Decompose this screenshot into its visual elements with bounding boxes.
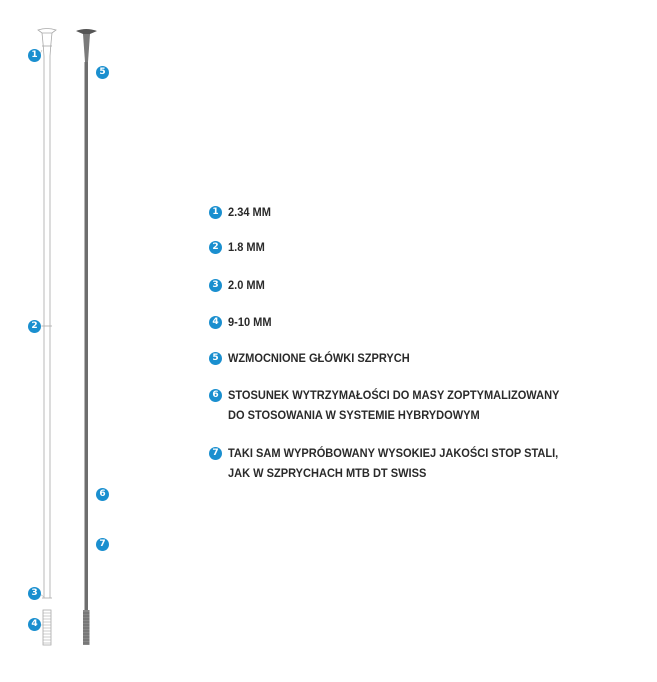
spec-7-badge: 7 [209, 447, 222, 460]
spec-6-badge: 6 [209, 389, 222, 402]
callout-3-badge: 3 [28, 587, 41, 600]
spec-5-line-1: WZMOCNIONE GŁÓWKI SZPRYCH [228, 351, 410, 365]
spec-2-badge: 2 [209, 241, 222, 254]
spec-1-line-1: 2.34 MM [228, 205, 271, 219]
spec-item-2 [209, 240, 268, 257]
spec-6-text [228, 385, 559, 425]
spec-4-text [228, 312, 272, 332]
spec-item-4 [209, 315, 275, 332]
spoke-outline-neck [42, 33, 52, 56]
spec-7-line-2: JAK W SZPRYCHACH MTB DT SWISS [228, 466, 427, 480]
spec-4-badge: 4 [209, 316, 222, 329]
spec-6-line-2: DO STOSOWANIA W SYSTEMIE HYBRYDOWYM [228, 408, 480, 422]
spec-item-6 [209, 388, 588, 425]
spec-item-5 [209, 351, 426, 368]
spec-7-text [228, 443, 558, 483]
spec-2-text [228, 237, 265, 257]
spoke-outline-head [38, 29, 56, 34]
callout-6-badge: 6 [96, 488, 109, 501]
spec-1-badge: 1 [209, 206, 222, 219]
spec-6-line-1: STOSUNEK WYTRZYMAŁOŚCI DO MASY ZOPTYMALIZOWANY [228, 388, 560, 402]
spec-3-text [228, 275, 265, 295]
callout-leaders [39, 50, 44, 625]
spoke-outline [38, 29, 56, 646]
callout-4-badge: 4 [28, 618, 41, 631]
spec-2-line-1: 1.8 MM [228, 240, 265, 254]
spec-4-line-1: 9-10 MM [228, 315, 272, 329]
spec-3-badge: 3 [209, 279, 222, 292]
spec-item-7 [209, 446, 587, 483]
spoke-solid-head [76, 29, 97, 34]
spec-5-badge: 5 [209, 352, 222, 365]
spec-3-line-1: 2.0 MM [228, 278, 265, 292]
callout-7-badge: 7 [96, 538, 109, 551]
spoke-solid [76, 29, 97, 645]
callout-5-badge: 5 [96, 66, 109, 79]
callout-2-badge: 2 [28, 320, 41, 333]
spec-5-text [228, 348, 410, 368]
callout-1-badge: 1 [28, 49, 41, 62]
spoke-outline-thread-lines [43, 613, 51, 643]
spec-item-1 [209, 205, 275, 222]
spec-1-text [228, 202, 271, 222]
spec-item-3 [209, 278, 268, 295]
spec-7-line-1: TAKI SAM WYPRÓBOWANY WYSOKIEJ JAKOŚCI STOP STALI, [228, 446, 559, 460]
spoke-solid-shaft [85, 62, 89, 610]
spoke-solid-neck [83, 34, 90, 62]
